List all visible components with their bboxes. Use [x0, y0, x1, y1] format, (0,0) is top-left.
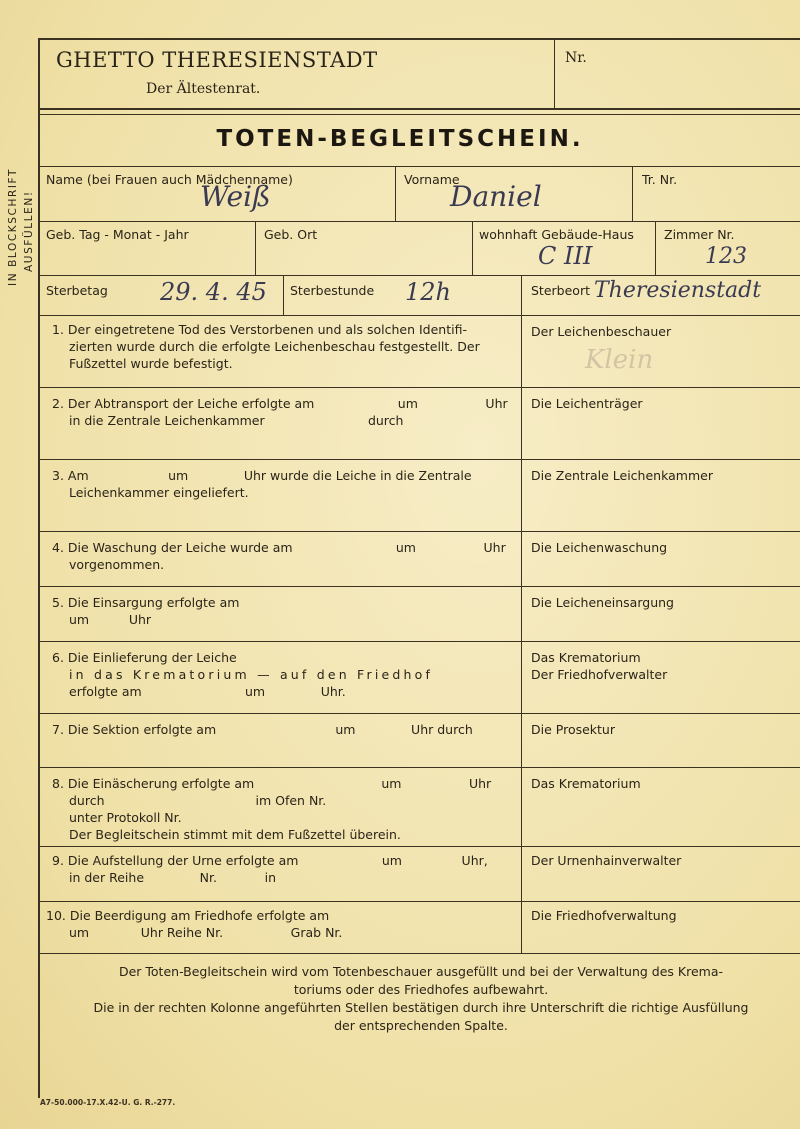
footer-line: toriums oder des Friedhofes aufbewahrt. [293, 982, 549, 997]
row-divider [38, 459, 800, 460]
row-7-text [52, 721, 473, 738]
vorname-label: Vorname [404, 172, 460, 187]
row-divider [38, 531, 800, 532]
grid-line [395, 166, 396, 221]
header-title: GHETTO THERESIENSTADT [56, 48, 378, 72]
grid-line [655, 221, 656, 275]
row-1-responsible: Der Leichenbeschauer [531, 324, 672, 339]
responsible-line: Das Krematorium [531, 650, 641, 665]
header-number-label: Nr. [565, 50, 587, 66]
death-date-label: Sterbetag [46, 283, 108, 298]
row-1-text [52, 321, 480, 372]
grid-line [38, 166, 800, 167]
row-line: durch im Ofen Nr. [69, 793, 327, 808]
row-2-text [52, 395, 508, 429]
room-value: 123 [705, 244, 747, 269]
row-line: 9. Die Aufstellung der Urne erfolgte am um Uhr, [52, 853, 488, 868]
row-line: Leichenkammer eingeliefert. [69, 485, 249, 500]
row-3-text [52, 467, 472, 501]
row-line: Der Begleitschein stimmt mit dem Fußzettel überein. [69, 827, 401, 842]
printer-mark: A7-50.000-17.X.42-U. G. R.-277. [40, 1098, 176, 1107]
row-3-responsible: Die Zentrale Leichenkammer [531, 468, 713, 483]
death-hour-label: Sterbestunde [290, 283, 375, 298]
header-subtitle: Der Ältestenrat. [146, 81, 261, 97]
row-divider [38, 901, 800, 902]
row-line: 2. Der Abtransport der Leiche erfolgte am um Uhr [52, 396, 508, 411]
row-4-text [52, 539, 506, 573]
row-divider [38, 586, 800, 587]
row-line: 8. Die Einäscherung erfolgte am um Uhr [52, 776, 492, 791]
row-line: 1. Der eingetretene Tod des Verstorbenen und als solchen Identifi- [52, 322, 467, 337]
side-note-line2: AUSFÜLLEN! [23, 190, 35, 272]
row-line: 7. Die Sektion erfolgte am um Uhr durch [52, 722, 473, 737]
row-8-text [52, 775, 491, 843]
row-line: 10. Die Beerdigung am Friedhofe erfolgte am [46, 908, 330, 923]
row-5-text [52, 594, 239, 628]
transport-number-label: Tr. Nr. [642, 172, 678, 187]
grid-line [283, 275, 284, 315]
death-place-label: Sterbeort [531, 283, 590, 298]
grid-line [38, 315, 800, 316]
grid-line [255, 221, 256, 275]
document-title: TOTEN-BEGLEITSCHEIN. [216, 126, 584, 152]
row-line: Fußzettel wurde befestigt. [69, 356, 233, 371]
row-line: um Uhr Reihe Nr. Grab Nr. [69, 925, 343, 940]
row-6-responsible [531, 649, 667, 683]
row-9-text [52, 852, 488, 886]
row-line: um Uhr [69, 612, 152, 627]
footer-line: Die in der rechten Kolonne angeführten Stellen bestätigen durch ihre Unterschrift die richtige Ausfüllung [93, 1000, 749, 1015]
death-date-value: 29. 4. 45 [160, 278, 267, 306]
column-divider [521, 315, 522, 953]
residence-label: wohnhaft Gebäude-Haus [479, 227, 634, 242]
row-line: 4. Die Waschung der Leiche wurde am um Uhr [52, 540, 506, 555]
grid-line [521, 275, 522, 315]
faint-signature: Klein [585, 345, 654, 375]
form-header [38, 38, 800, 110]
side-note-line1: IN BLOCKSCHRIFT [7, 167, 19, 286]
row-9-responsible: Der Urnenhainverwalter [531, 853, 682, 868]
header-divider [38, 114, 800, 115]
death-hour-value: 12h [405, 278, 451, 306]
row-line: erfolgte am um Uhr. [69, 684, 346, 699]
footer-note [42, 963, 800, 1035]
row-line: 3. Am um Uhr wurde die Leiche in die Zentrale [52, 468, 472, 483]
row-4-responsible: Die Leichenwaschung [531, 540, 668, 555]
room-label: Zimmer Nr. [664, 227, 735, 242]
residence-value: C III [538, 242, 593, 270]
row-8-responsible: Das Krematorium [531, 776, 641, 791]
row-divider [38, 846, 800, 847]
row-line: 6. Die Einlieferung der Leiche [52, 650, 237, 665]
row-10-text [46, 907, 342, 941]
death-place-value: Theresienstadt [594, 278, 762, 303]
birth-place-label: Geb. Ort [264, 227, 318, 242]
footer-line: Der Toten-Begleitschein wird vom Totenbeschauer ausgefüllt und bei der Verwaltung des Krema- [118, 964, 724, 979]
row-divider [38, 767, 800, 768]
row-line: in der Reihe Nr. in [69, 870, 277, 885]
footer-line: der entsprechenden Spalte. [334, 1018, 508, 1033]
row-divider [38, 953, 800, 954]
birth-date-label: Geb. Tag - Monat - Jahr [46, 227, 189, 242]
row-6-text [52, 649, 433, 700]
grid-line [632, 166, 633, 221]
row-divider [38, 641, 800, 642]
row-line: unter Protokoll Nr. [69, 810, 182, 825]
header-number-box [554, 38, 800, 108]
row-line: 5. Die Einsargung erfolgte am [52, 595, 240, 610]
grid-line [38, 221, 800, 222]
name-value: Weiß [200, 180, 271, 213]
name-label: Name (bei Frauen auch Mädchenname) [46, 172, 293, 187]
row-line: zierten wurde durch die erfolgte Leichenbeschau festgestellt. Der [69, 339, 480, 354]
row-2-responsible: Die Leichenträger [531, 396, 643, 411]
row-5-responsible: Die Leicheneinsargung [531, 595, 674, 610]
vorname-value: Daniel [450, 180, 542, 213]
row-line: in das Krematorium — auf den Friedhof [69, 667, 434, 682]
row-line: vorgenommen. [69, 557, 165, 572]
grid-line [38, 275, 800, 276]
responsible-line: Der Friedhofverwalter [531, 667, 668, 682]
row-7-responsible: Die Prosektur [531, 722, 615, 737]
row-line: in die Zentrale Leichenkammer durch [69, 413, 404, 428]
row-10-responsible: Die Friedhofverwaltung [531, 908, 677, 923]
row-divider [38, 713, 800, 714]
grid-line [472, 221, 473, 275]
row-divider [38, 387, 800, 388]
